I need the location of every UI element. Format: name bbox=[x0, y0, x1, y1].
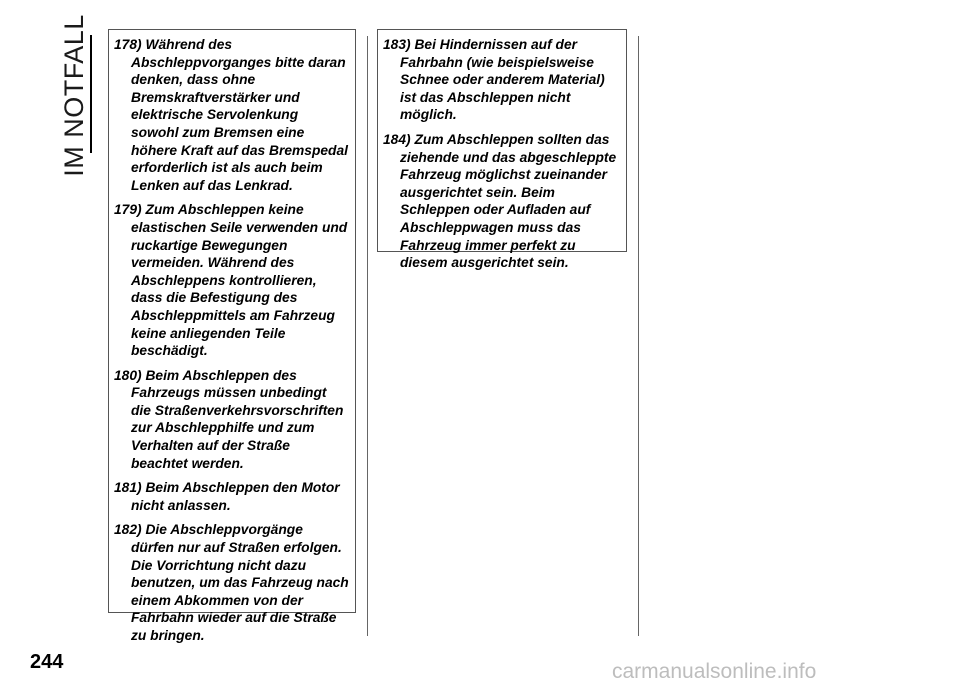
warning-item-182: 182) Die Abschleppvorgänge dürfen nur auf Straßen erfolgen. Die Vorrichtung nicht dazu benutzen, um das Fahrzeug nach einem Abkommen von der Fahrbahn wieder auf die Straße zu bringen. bbox=[114, 522, 349, 643]
watermark: carmanualsonline.info bbox=[612, 660, 817, 683]
page-number: 244 bbox=[30, 651, 64, 673]
warning-item-183: 183) Bei Hindernissen auf der Fahrbahn (wie beispielsweise Schnee oder anderem Material) ist das Abschleppen nicht möglich. bbox=[383, 37, 605, 123]
warning-box-left bbox=[108, 29, 356, 643]
section-title-text: IM NOTFALL bbox=[58, 13, 89, 177]
warning-item-180: 180) Beim Abschleppen des Fahrzeugs müssen unbedingt die Straßenverkehrsvorschriften zur Abschlepphilfe und zum Verhalten auf der Straße beachtet werden. bbox=[114, 367, 344, 471]
warning-item-178: 178) Während des Abschleppvorganges bitte daran denken, dass ohne Bremskraftverstärker und elektrische Servolenkung sowohl zum Bremsen eine höhere Kraft auf das Bremspedal erforderlich ist als auch beim Lenken auf das Lenkrad. bbox=[114, 37, 348, 193]
column-divider-2 bbox=[638, 36, 639, 636]
warning-box-right bbox=[377, 29, 627, 271]
column-divider-1 bbox=[367, 36, 368, 636]
section-divider bbox=[90, 35, 92, 153]
warning-item-181: 181) Beim Abschleppen den Motor nicht anlassen. bbox=[114, 480, 340, 513]
section-title bbox=[58, 13, 90, 177]
warning-item-179: 179) Zum Abschleppen keine elastischen Seile verwenden und ruckartige Bewegungen vermeiden. Während des Abschleppens kontrollieren, dass die Befestigung des Abschleppmittels am Fahrzeug keine anliegenden Teile beschädigt. bbox=[114, 202, 348, 359]
warning-item-184: 184) Zum Abschleppen sollten das ziehende und das abgeschleppte Fahrzeug möglichst zueinander ausgerichtet sein. Beim Schleppen oder Aufladen auf Abschleppwagen muss das Fahrzeug immer perfekt zu diesem ausgerichtet sein. bbox=[383, 131, 617, 271]
